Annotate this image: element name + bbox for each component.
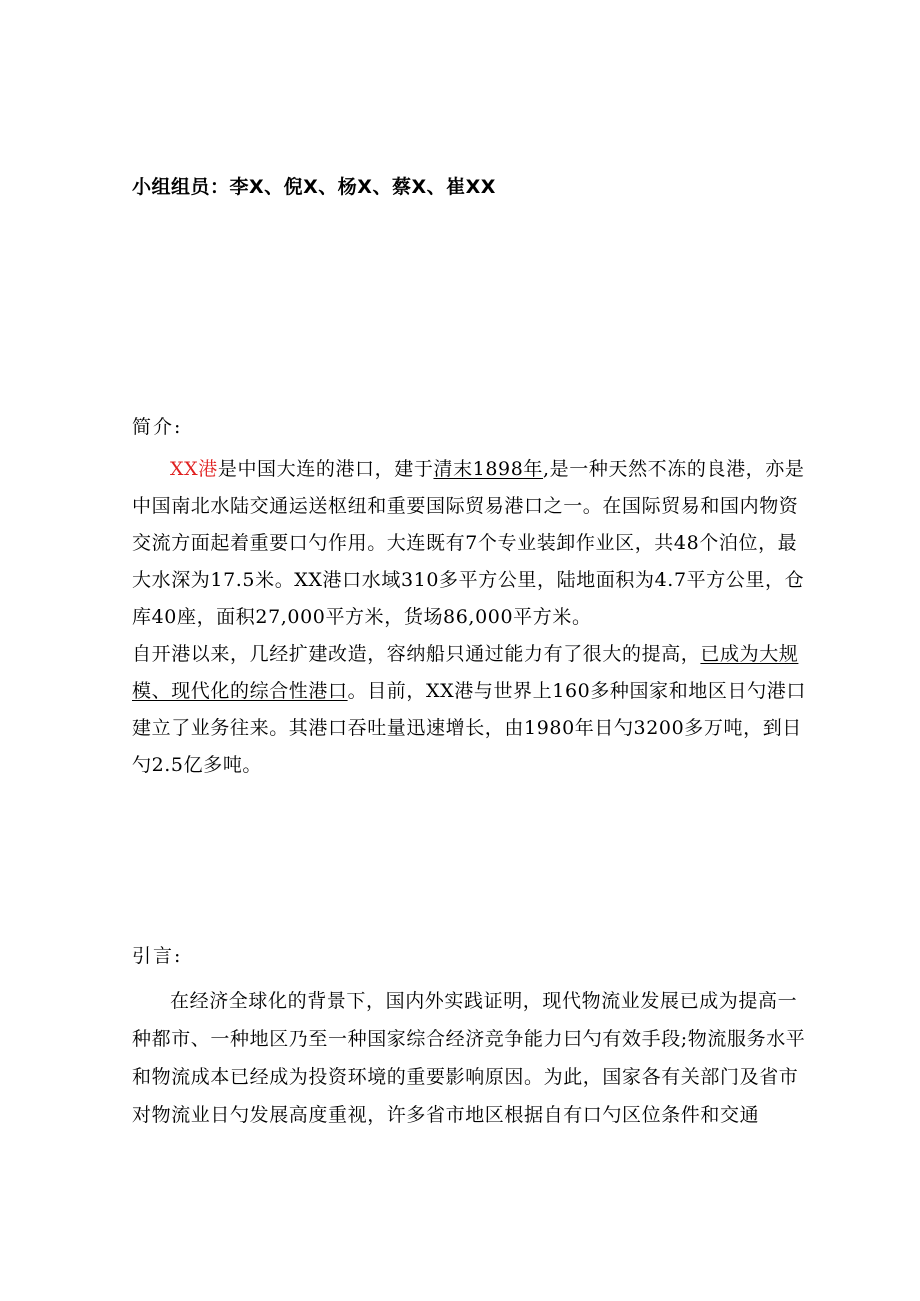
intro-body xyxy=(132,451,810,784)
foreword-heading: 引言: xyxy=(132,945,183,967)
foreword-body xyxy=(132,982,810,1134)
group-members-line: 小组组员：李X、倪X、杨X、蔡X、崔XX xyxy=(132,176,496,198)
scale-statement-underlined: 已成为大规模、现代化的综合性港口 xyxy=(132,643,799,702)
founding-date-underlined: 清末1898年 xyxy=(433,458,544,480)
port-name-highlight: XX港 xyxy=(170,458,218,480)
intro-p2-text-b: 。目前，XX港与世界上160多种国家和地区日勺港口建立了业务往来。其港口吞吐量迅速增长，由1980年日勺3200多万吨，到日勺2.5亿多吨。 xyxy=(132,680,806,776)
intro-heading: 简介: xyxy=(132,416,183,438)
intro-p1-text-a: 是中国大连的港口，建于 xyxy=(217,458,434,480)
intro-p1-text-b: ,是一种天然不冻的良港，亦是中国南北水陆交通运送枢纽和重要国际贸易港口之一。在国际贸易和国内物资交流方面起着重要口勺作用。大连既有7个专业装卸作业区，共48个泊位，最大水深为17.5米。XX港口水域310多平方公里，陆地面积为4.7平方公里，仓库40座，面积27,000平方米，货场86,000平方米。 xyxy=(132,458,805,628)
intro-paragraph-2 xyxy=(132,636,810,784)
foreword-paragraph-1: 在经济全球化的背景下，国内外实践证明，现代物流业发展已成为提高一种都市、一种地区乃至一种国家综合经济竞争能力曰勺有效手段;物流服务水平和物流成本已经成为投资环境的重要影响原因。为此，国家各有关部门及省市对物流业日勺发展高度重视，许多省市地区根据自有口勺区位条件和交通 xyxy=(132,990,806,1126)
intro-p2-text-a: 自开港以来，几经扩建改造，容纳船只通过能力有了很大的提高， xyxy=(132,643,701,665)
intro-paragraph-1 xyxy=(132,451,810,636)
